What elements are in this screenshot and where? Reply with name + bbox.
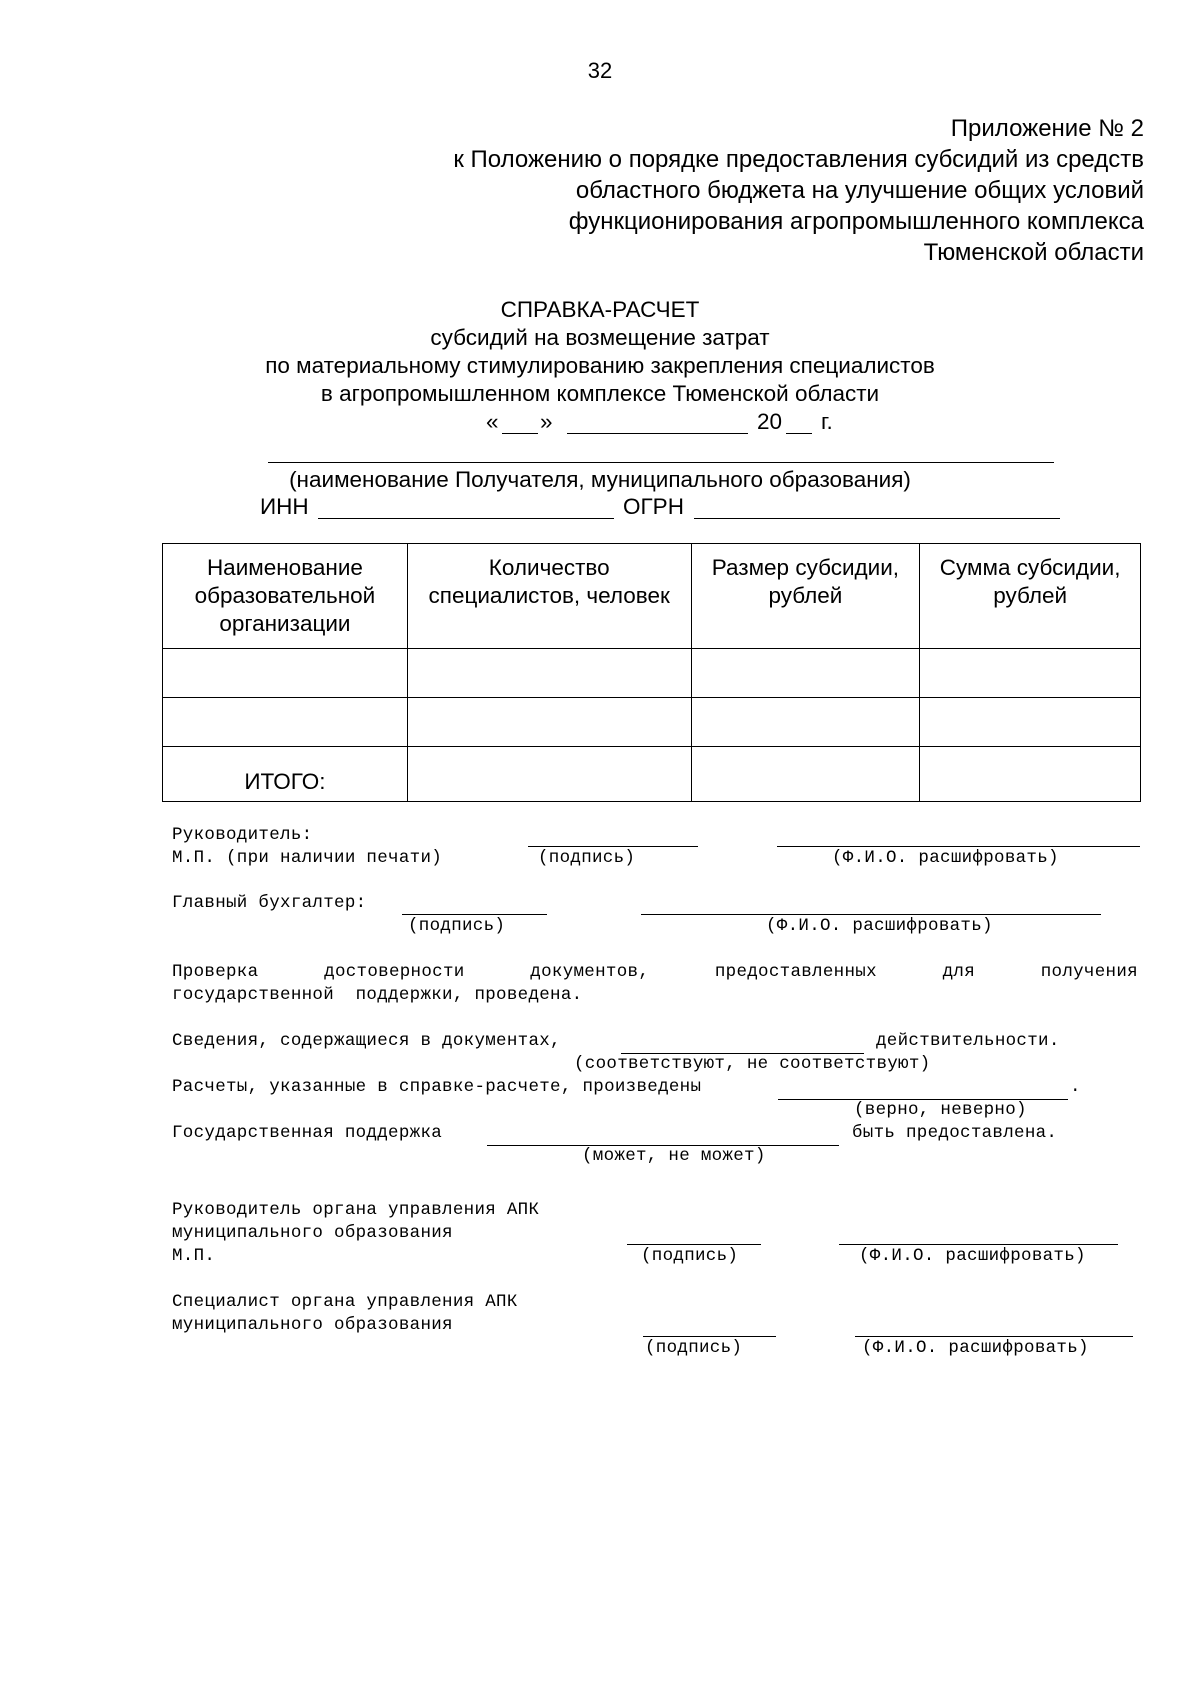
recipient-caption: (наименование Получателя, муниципального образования) [289, 467, 911, 492]
header-text: организации [219, 611, 351, 636]
table-total-row [163, 747, 1141, 802]
column-header-organization [163, 544, 408, 649]
table-cell[interactable] [163, 698, 408, 747]
signature-caption: (подпись) [645, 1338, 743, 1358]
accountant-name-field[interactable] [641, 914, 1101, 915]
accountant-label: Главный бухгалтер: [172, 893, 367, 913]
page-number: 32 [587, 58, 613, 83]
agency-head-label: Руководитель органа управления АПК [172, 1200, 540, 1220]
verification-word: предоставленных [714, 962, 877, 982]
header-text: специалистов, человек [428, 583, 670, 608]
calc-caption: (верно, неверно) [854, 1100, 1027, 1120]
verification-word: получения [1040, 962, 1138, 982]
header-text: рублей [768, 583, 843, 608]
name-caption: (Ф.И.О. расшифровать) [862, 1338, 1089, 1358]
inn-field[interactable] [318, 518, 614, 519]
info-caption: (соответствуют, не соответствуют) [574, 1054, 931, 1074]
table-row [163, 649, 1141, 698]
table-cell[interactable] [920, 747, 1141, 802]
table-cell[interactable] [691, 649, 920, 698]
name-caption: (Ф.И.О. расшифровать) [766, 916, 993, 936]
appendix-line: функционирования агропромышленного комплекса [568, 208, 1144, 235]
column-header-subsidy-amount [920, 544, 1141, 649]
agency-head-name-field[interactable] [839, 1244, 1118, 1245]
table-cell[interactable] [691, 747, 920, 802]
verification-line: государственной поддержки, проведена. [172, 985, 583, 1005]
head-signature-field[interactable] [528, 846, 698, 847]
column-header-subsidy-rate [691, 544, 920, 649]
table-cell[interactable] [407, 698, 691, 747]
title-line: субсидий на возмещение затрат [430, 325, 770, 350]
appendix-line: областного бюджета на улучшение общих условий [575, 177, 1144, 204]
title-heading: СПРАВКА-РАСЧЕТ [500, 297, 700, 322]
signature-caption: (подпись) [641, 1246, 739, 1266]
verification-word: достоверности [324, 962, 465, 982]
name-caption: (Ф.И.О. расшифровать) [859, 1246, 1086, 1266]
head-name-field[interactable] [777, 846, 1140, 847]
subsidy-table [162, 543, 1141, 802]
calc-suffix: . [1070, 1077, 1081, 1097]
header-text: образовательной [194, 583, 376, 608]
table-cell[interactable] [407, 649, 691, 698]
column-header-specialists-count [407, 544, 691, 649]
verification-word: Проверка [172, 962, 259, 982]
table-cell[interactable] [407, 747, 691, 802]
header-text: Сумма субсидии, [939, 555, 1121, 580]
agency-specialist-name-field[interactable] [855, 1336, 1133, 1337]
year-field[interactable] [786, 433, 812, 434]
info-suffix: действительности. [876, 1031, 1060, 1051]
head-label: Руководитель: [172, 825, 313, 845]
title-line: по материальному стимулированию закрепления специалистов [265, 353, 935, 378]
support-caption: (может, не может) [582, 1146, 766, 1166]
total-label: ИТОГО: [163, 747, 408, 802]
verification-word: для [942, 962, 975, 982]
signature-caption: (подпись) [408, 916, 506, 936]
table-cell[interactable] [920, 649, 1141, 698]
appendix-number: Приложение № 2 [950, 115, 1144, 142]
table-cell[interactable] [691, 698, 920, 747]
recipient-name-field[interactable] [268, 462, 1054, 463]
appendix-line: Тюменской области [923, 239, 1144, 266]
agency-specialist-signature-field[interactable] [643, 1336, 776, 1337]
agency-specialist-label: Специалист органа управления АПК [172, 1292, 518, 1312]
verification-word: документов, [530, 962, 650, 982]
year-suffix: г. [821, 409, 833, 434]
calc-prefix: Расчеты, указанные в справке-расчете, произведены [172, 1077, 702, 1097]
stamp-label: М.П. (при наличии печати) [172, 848, 443, 868]
date-open-quote: « [486, 409, 499, 434]
agency-specialist-label: муниципального образования [172, 1315, 453, 1335]
agency-head-stamp: М.П. [172, 1246, 216, 1266]
year-prefix: 20 [757, 409, 783, 434]
title-line: в агропромышленном комплексе Тюменской области [320, 381, 880, 406]
accountant-signature-field[interactable] [402, 914, 547, 915]
table-header-row [163, 544, 1141, 649]
header-text: рублей [993, 583, 1068, 608]
header-text: Количество [488, 555, 610, 580]
ogrn-field[interactable] [694, 518, 1060, 519]
inn-label: ИНН [260, 494, 309, 519]
appendix-line: к Положению о порядке предоставления субсидий из средств [453, 146, 1144, 173]
name-caption: (Ф.И.О. расшифровать) [832, 848, 1059, 868]
ogrn-label: ОГРН [623, 494, 684, 519]
signature-caption: (подпись) [538, 848, 636, 868]
verification-line [172, 962, 1138, 982]
info-prefix: Сведения, содержащиеся в документах, [172, 1031, 561, 1051]
agency-head-signature-field[interactable] [627, 1244, 761, 1245]
support-prefix: Государственная поддержка [172, 1123, 443, 1143]
header-text: Размер субсидии, [711, 555, 900, 580]
header-text: Наименование [206, 555, 363, 580]
table-cell[interactable] [920, 698, 1141, 747]
agency-head-label: муниципального образования [172, 1223, 453, 1243]
table-cell[interactable] [163, 649, 408, 698]
date-close-quote: » [540, 409, 553, 434]
table-row [163, 698, 1141, 747]
support-suffix: быть предоставлена. [852, 1123, 1058, 1143]
month-field[interactable] [567, 433, 748, 434]
day-field[interactable] [502, 433, 538, 434]
